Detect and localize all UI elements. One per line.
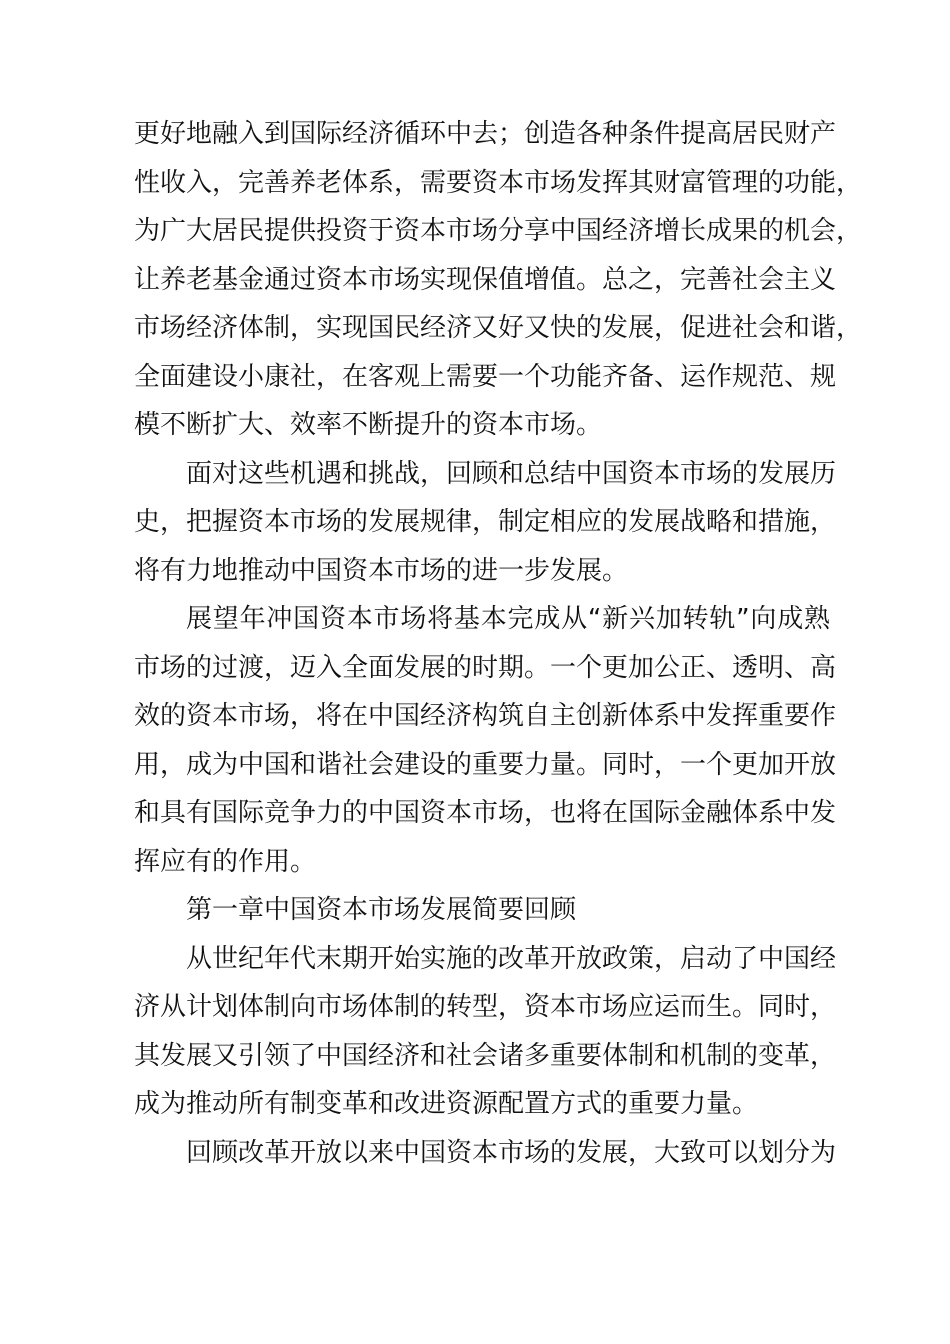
paragraph-start-line: 回顾改革开放以来中国资本市场的发展，大致可以划分为 xyxy=(186,1137,837,1168)
body-text xyxy=(134,110,863,1177)
paragraph-start-line: 展望年冲国资本市场将基本完成从“新兴加转轨”向成熟 xyxy=(186,604,830,634)
text-line: 让养老基金通过资本市场实现保值增值。总之，完善社会主义 xyxy=(134,264,837,295)
text-line: 性收入，完善养老体系，需要资本市场发挥其财富管理的功能， xyxy=(134,167,863,198)
text-line: 市场的过渡，迈入全面发展的时期。一个更加公正、透明、高 xyxy=(134,652,837,683)
text-line: 成为推动所有制变革和改进资源配置方式的重要力量。 xyxy=(134,1089,759,1119)
text-line: 为广大居民提供投资于资本市场分享中国经济增长成果的机会， xyxy=(134,216,863,246)
text-line: 将有力地推动中国资本市场的进一步发展。 xyxy=(134,555,629,586)
text-line: 其发展又引领了中国经济和社会诸多重要体制和机制的变革， xyxy=(134,1040,837,1071)
text-line: 济从计划体制向市场体制的转型，资本市场应运而生。同时， xyxy=(134,992,837,1022)
text-line: 史，把握资本市场的发展规律，制定相应的发展战略和措施， xyxy=(134,507,837,537)
text-line: 用，成为中国和谐社会建设的重要力量。同时，一个更加开放 xyxy=(134,749,837,780)
text-line: 挥应有的作用。 xyxy=(134,846,317,877)
text-line: 全面建设小康社，在客观上需要一个功能齐备、运作规范、规 xyxy=(134,361,837,392)
paragraph-start-line: 从世纪年代末期开始实施的改革开放政策，启动了中国经 xyxy=(186,943,837,974)
text-line: 和具有国际竞争力的中国资本市场，也将在国际金融体系中发 xyxy=(134,798,837,828)
text-line: 模不断扩大、效率不断提升的资本市场。 xyxy=(134,410,603,440)
text-line: 市场经济体制，实现国民经济又好又快的发展，促进社会和谐， xyxy=(134,313,863,343)
text-line: 更好地融入到国际经济循环中去；创造各种条件提高居民财产 xyxy=(134,119,837,149)
chapter-heading: 第一章中国资本市场发展简要回顾 xyxy=(186,895,577,925)
paragraph-start-line: 面对这些机遇和挑战，回顾和总结中国资本市场的发展历 xyxy=(186,458,837,489)
text-line: 效的资本市场，将在中国经济构筑自主创新体系中发挥重要作 xyxy=(134,701,837,731)
